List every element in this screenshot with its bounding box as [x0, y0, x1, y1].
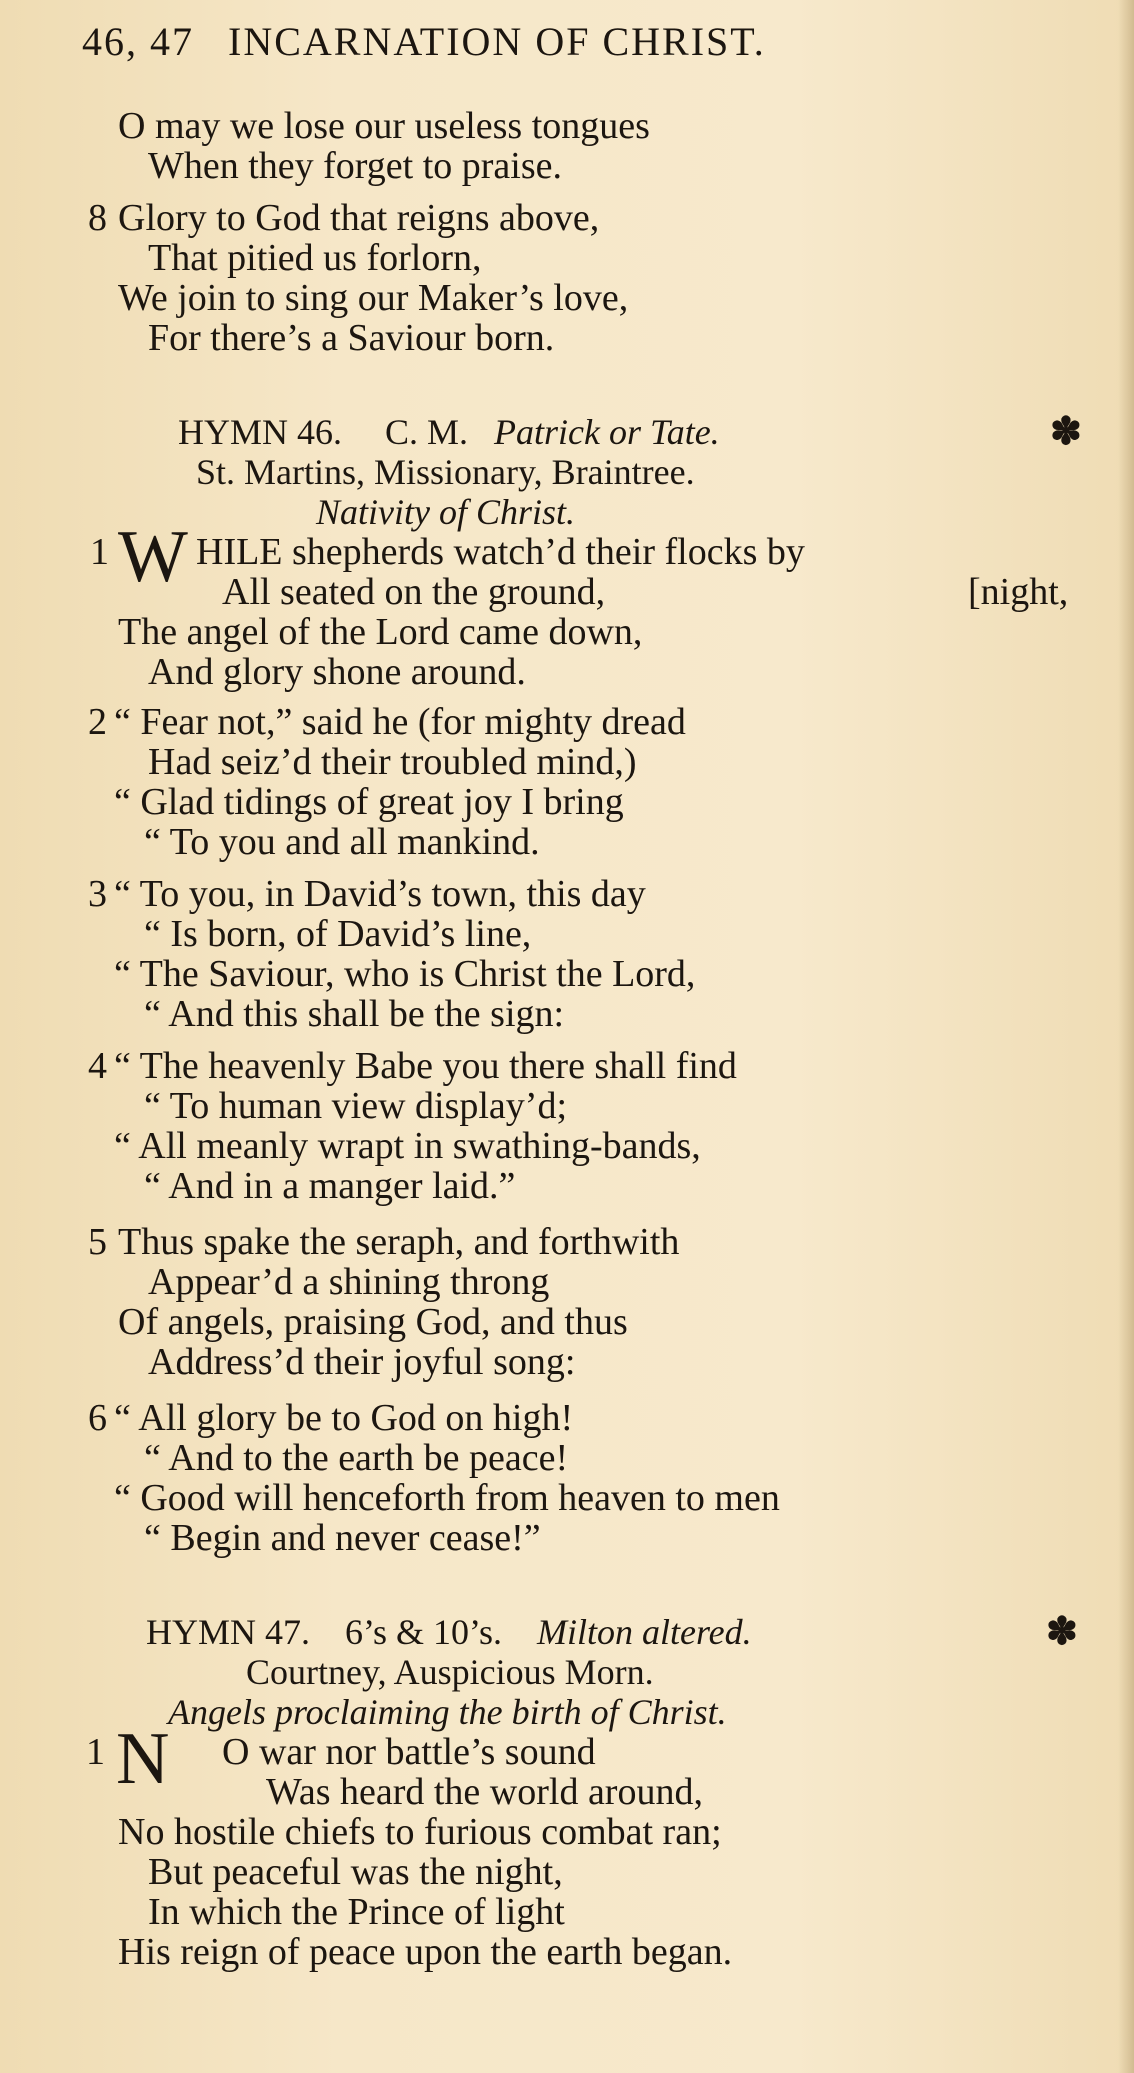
verse-line: For there’s a Saviour born.: [148, 317, 555, 359]
verse-line: “ Is born, of David’s line,: [144, 913, 532, 955]
verse-line: “ Fear not,” said he (for mighty dread: [114, 701, 686, 743]
verse-line: “ All glory be to God on high!: [114, 1397, 574, 1439]
verse-number: 5: [88, 1221, 107, 1263]
verse-line: Appear’d a shining throng: [148, 1261, 550, 1303]
hymn-tunes: St. Martins, Missionary, Braintree.: [196, 452, 695, 492]
verse-number: 6: [88, 1397, 107, 1439]
verse-line: Thus spake the seraph, and forthwith: [118, 1221, 680, 1263]
verse-line: Was heard the world around,: [266, 1771, 703, 1813]
page-numbers: 46, 47: [82, 19, 194, 64]
verse-line: Glory to God that reigns above,: [118, 197, 600, 239]
verse-line: But peaceful was the night,: [148, 1851, 563, 1893]
verse-line: “ Begin and never cease!”: [144, 1517, 541, 1559]
verse-line: Had seiz’d their troubled mind,): [148, 741, 637, 783]
verse-number: 2: [88, 701, 107, 743]
ornament-icon: ✽: [1046, 1611, 1078, 1653]
running-title: INCARNATION OF CHRIST.: [228, 19, 766, 64]
verse-line: All seated on the ground,: [222, 571, 606, 613]
verse-number: 8: [88, 197, 107, 239]
verse-line: “ And in a manger laid.”: [144, 1165, 516, 1207]
hymn-tunes: Courtney, Auspicious Morn.: [246, 1652, 654, 1692]
verse-line: “ And this shall be the sign:: [144, 993, 565, 1035]
page-edge-shadow: [1118, 0, 1134, 2073]
prev-line: When they forget to praise.: [148, 145, 562, 187]
hymn-meter: C. M.: [385, 412, 469, 452]
verse-line: O war nor battle’s sound: [222, 1731, 596, 1773]
verse-line: “ The Saviour, who is Christ the Lord,: [114, 953, 696, 995]
verse-line: No hostile chiefs to furious combat ran;: [118, 1811, 722, 1853]
hymn-subject: Nativity of Christ.: [316, 492, 576, 532]
hymn-subject: Angels proclaiming the birth of Christ.: [168, 1692, 727, 1732]
verse-line: “ To human view display’d;: [144, 1085, 568, 1127]
hymn-meter: 6’s & 10’s.: [345, 1612, 503, 1652]
verse-number: 3: [88, 873, 107, 915]
prev-line: O may we lose our useless tongues: [118, 105, 650, 147]
verse-line: “ The heavenly Babe you there shall find: [114, 1045, 737, 1087]
verse-line: That pitied us forlorn,: [148, 237, 482, 279]
verse-line: And glory shone around.: [148, 651, 526, 693]
verse-line: “ To you, in David’s town, this day: [114, 873, 646, 915]
verse-line: The angel of the Lord came down,: [118, 611, 643, 653]
hymn-number: HYMN 46.: [178, 412, 343, 452]
drop-cap: W: [118, 516, 188, 598]
verse-line: In which the Prince of light: [148, 1891, 565, 1933]
verse-line: “ To you and all mankind.: [144, 821, 540, 863]
verse-line: “ Good will henceforth from heaven to men: [114, 1477, 780, 1519]
verse-line: “ And to the earth be peace!: [144, 1437, 569, 1479]
verse-line: “ Glad tidings of great joy I bring: [114, 781, 624, 823]
hymn-number: HYMN 47.: [146, 1612, 311, 1652]
verse-line: We join to sing our Maker’s love,: [118, 277, 629, 319]
verse-line: HILE shepherds watch’d their flocks by: [196, 531, 805, 573]
verse-line: His reign of peace upon the earth began.: [118, 1931, 733, 1973]
verse-number: 4: [88, 1045, 107, 1087]
verse-line: Address’d their joyful song:: [148, 1341, 576, 1383]
hymn-author: Milton altered.: [537, 1612, 752, 1652]
ornament-icon: ✽: [1050, 411, 1082, 453]
verse-line-turnover: [night,: [968, 571, 1069, 613]
hymn-author: Patrick or Tate.: [494, 412, 720, 452]
verse-line: “ All meanly wrapt in swathing-bands,: [114, 1125, 701, 1167]
verse-number: 1: [86, 1731, 105, 1773]
verse-line: Of angels, praising God, and thus: [118, 1301, 628, 1343]
verse-number: 1: [90, 531, 109, 573]
drop-cap: N: [116, 1718, 170, 1800]
